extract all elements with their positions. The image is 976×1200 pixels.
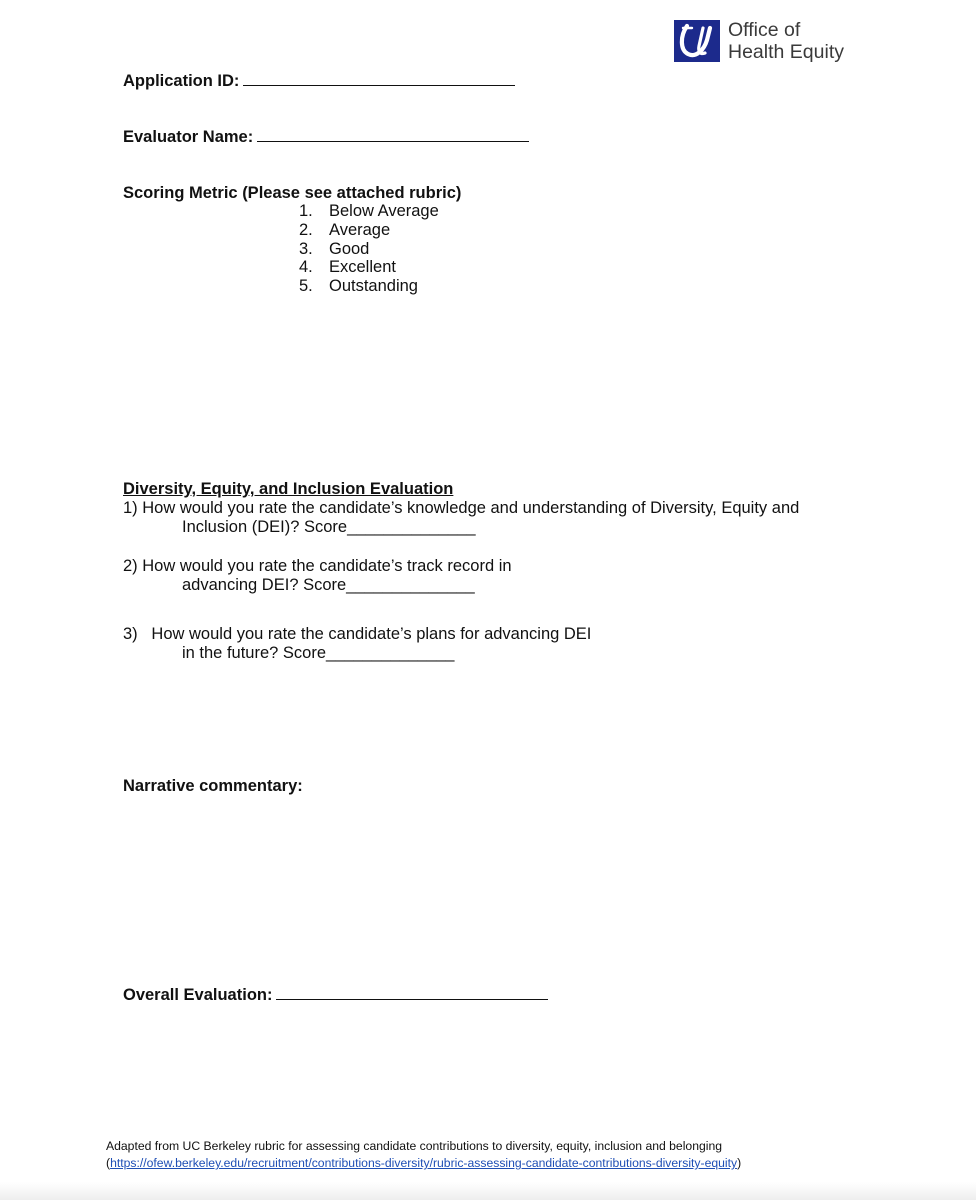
scoring-metric-list xyxy=(299,202,439,296)
question-3-line-1: 3) How would you rate the candidate’s plans for advancing DEI xyxy=(123,625,592,643)
question-1-line-2[interactable]: Inclusion (DEI)? Score______________ xyxy=(182,517,476,536)
list-item: 2. Average xyxy=(299,220,391,239)
application-id-label: Application ID: xyxy=(123,72,240,90)
list-item: 3. Good xyxy=(299,239,370,258)
berkeley-rubric-link[interactable]: https://ofew.berkeley.edu/recruitment/contributions-diversity/rubric-assessing-candidate-contributions-diversity-equity xyxy=(110,1156,738,1170)
dei-evaluation-heading: Diversity, Equity, and Inclusion Evaluation xyxy=(123,480,454,498)
dei-question-1 xyxy=(123,499,799,537)
list-item: 1. Below Average xyxy=(299,202,439,220)
evaluator-name-label: Evaluator Name: xyxy=(123,128,254,146)
evaluator-name-blank[interactable] xyxy=(257,127,529,142)
question-1-line-1: 1) How would you rate the candidate’s knowledge and understanding of Diversity, Equity and xyxy=(123,499,800,517)
logo-text xyxy=(728,19,844,63)
question-3-line-2[interactable]: in the future? Score______________ xyxy=(182,643,455,662)
overall-evaluation-field xyxy=(123,985,548,1005)
office-of-health-equity-logo xyxy=(674,20,844,63)
scoring-metric-title: Scoring Metric (Please see attached rubric) xyxy=(123,184,462,202)
application-id-field xyxy=(123,71,515,91)
list-item: 4. Excellent xyxy=(299,258,396,277)
page-bottom-edge xyxy=(0,1182,976,1200)
narrative-commentary-label: Narrative commentary: xyxy=(123,777,303,795)
overall-evaluation-label: Overall Evaluation: xyxy=(123,986,273,1004)
question-2-line-1: 2) How would you rate the candidate’s track record in xyxy=(123,557,512,575)
logo-line-1: Office of xyxy=(728,19,801,41)
footer-text: Adapted from UC Berkeley rubric for assessing candidate contributions to diversity, equity, inclusion and belonging xyxy=(106,1139,723,1153)
footer-attribution xyxy=(106,1138,741,1172)
dei-question-3 xyxy=(123,625,591,663)
logo-line-2: Health Equity xyxy=(728,41,844,63)
question-2-line-2[interactable]: advancing DEI? Score______________ xyxy=(182,575,475,594)
list-item: 5. Outstanding xyxy=(299,277,418,296)
overall-evaluation-blank[interactable] xyxy=(276,985,548,1000)
application-id-blank[interactable] xyxy=(243,71,515,86)
university-u-logo-icon xyxy=(674,20,720,62)
footer-link-line: (https://ofew.berkeley.edu/recruitment/contributions-diversity/rubric-assessing-candidate-contributions-diversity-equity) xyxy=(106,1156,742,1170)
dei-question-2 xyxy=(123,557,512,595)
evaluator-name-field xyxy=(123,127,529,147)
